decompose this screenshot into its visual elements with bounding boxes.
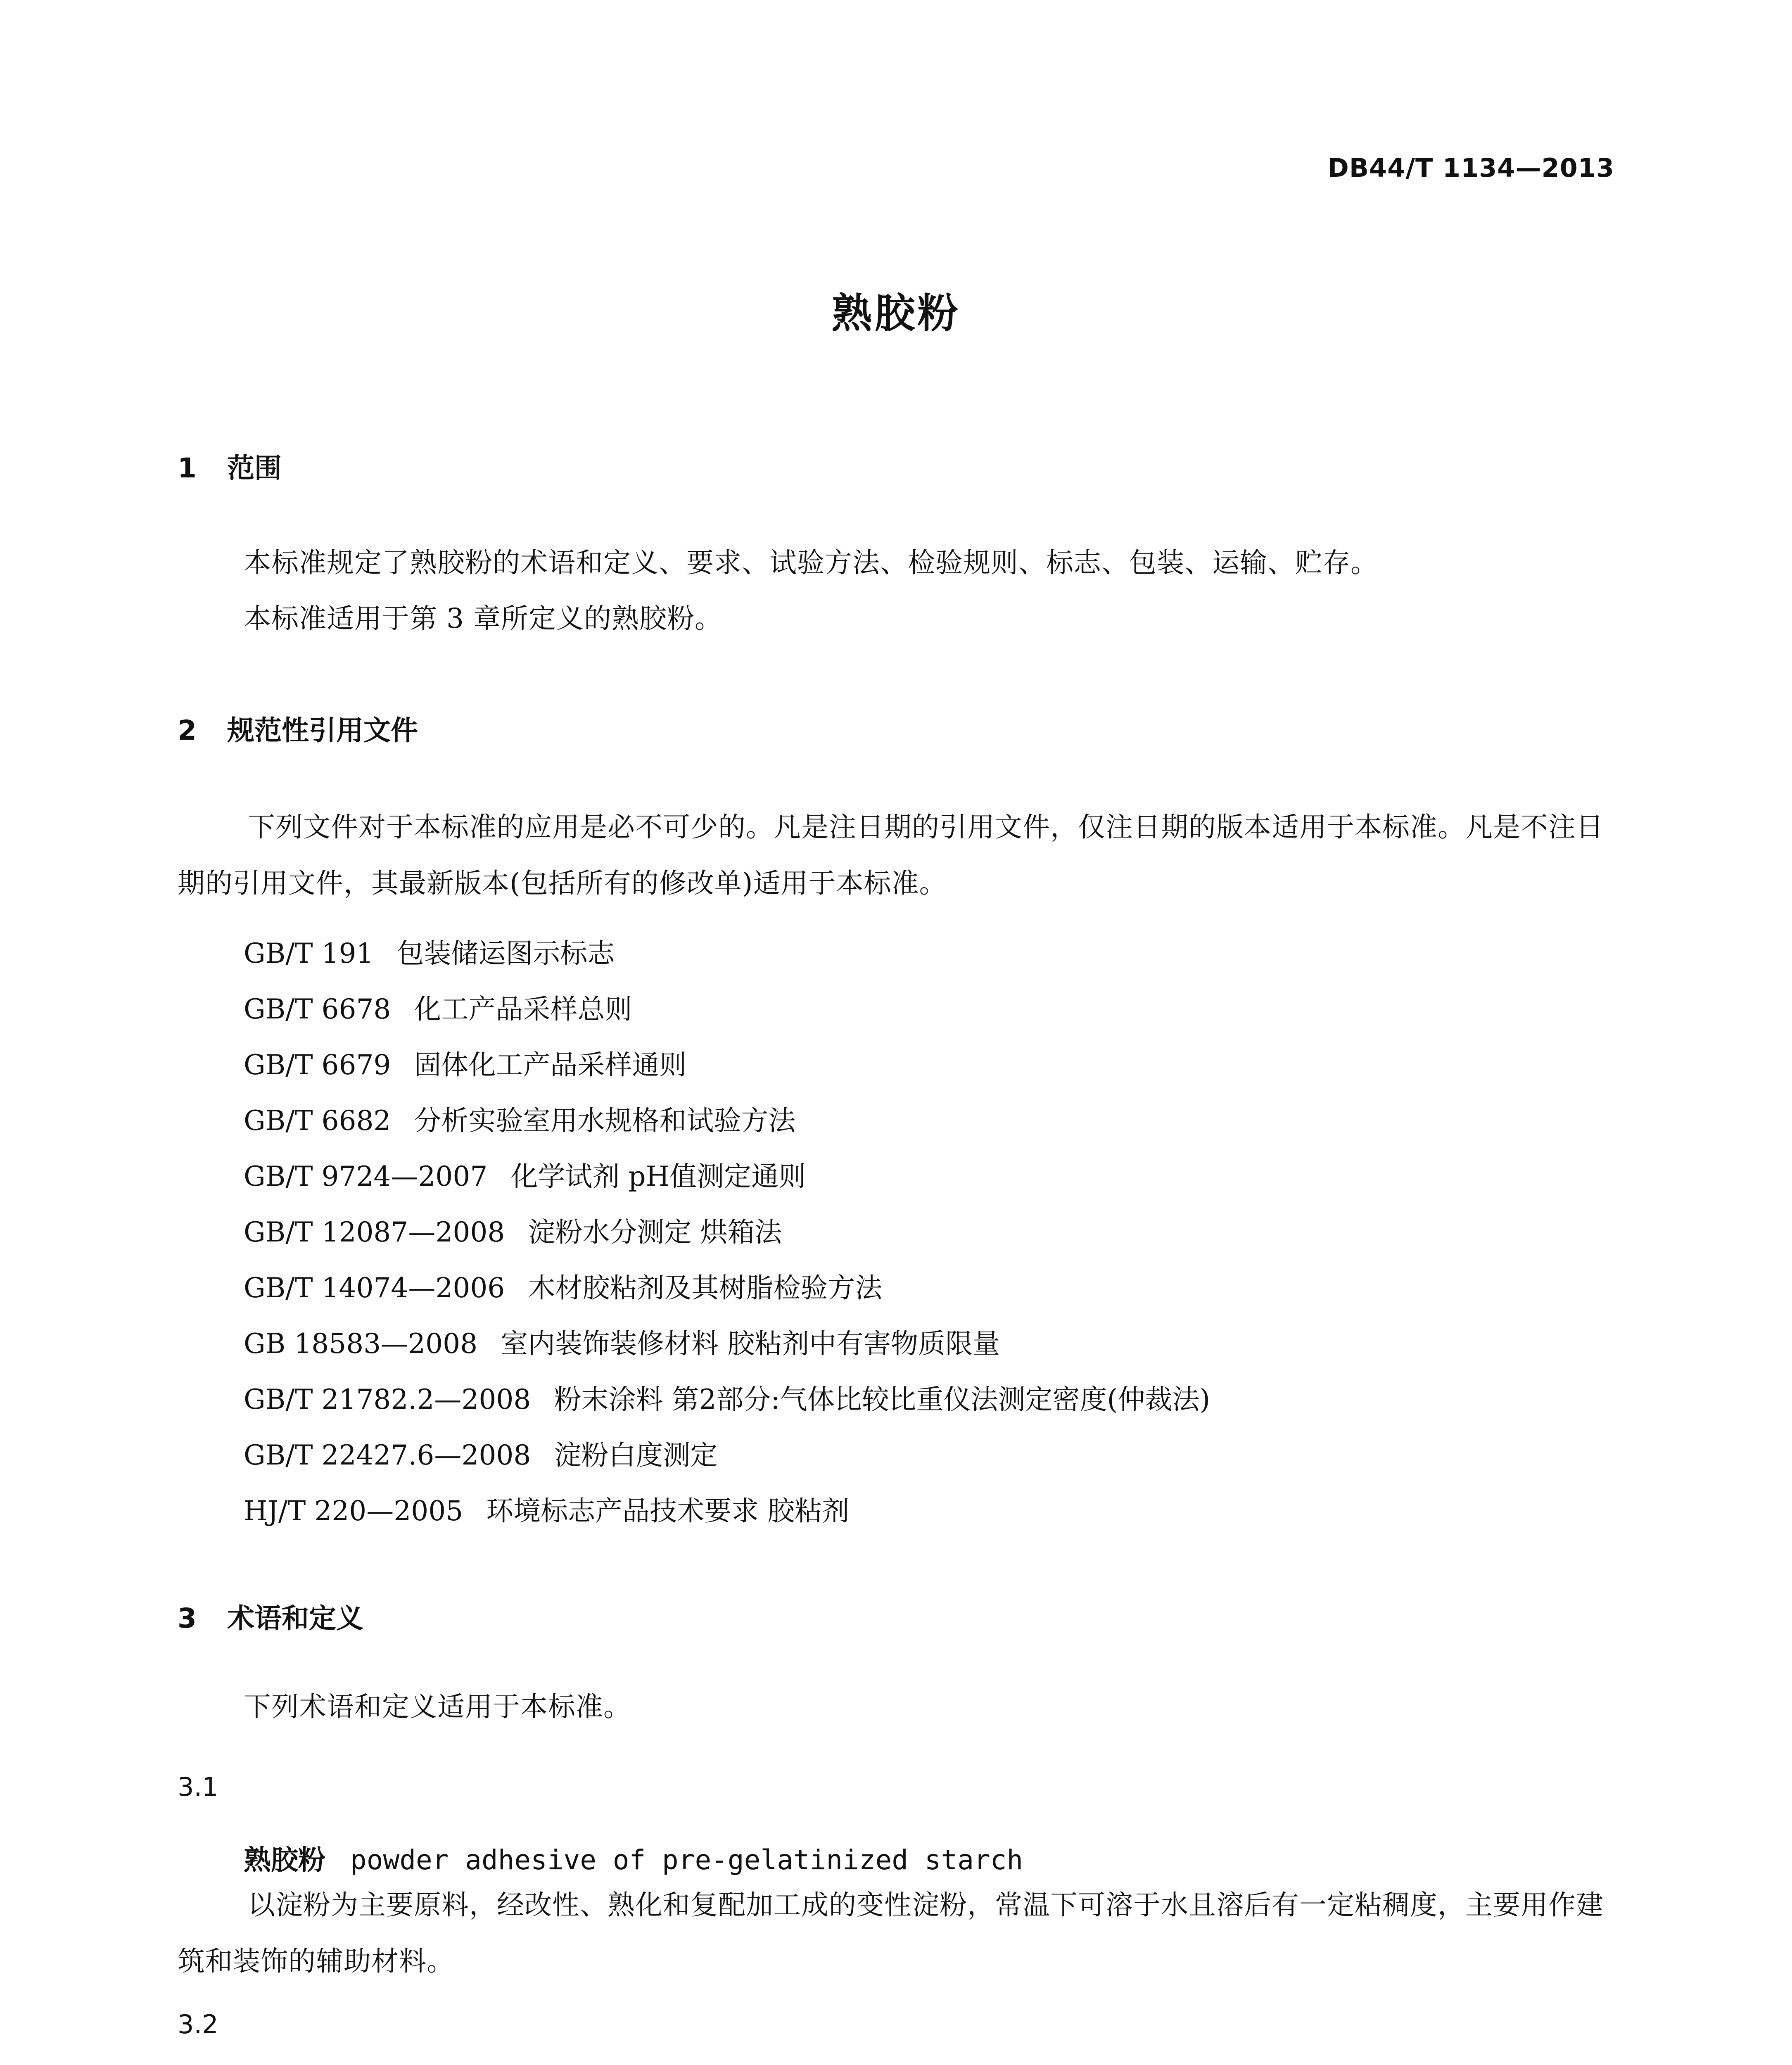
- section-2-heading: [178, 708, 418, 748]
- clause-number: 3.1: [178, 1772, 218, 1802]
- reference-title: 淀粉水分测定 烘箱法: [528, 1216, 782, 1248]
- section-number: 3: [178, 1602, 197, 1634]
- reference-code: HJ/T 220—2005: [244, 1495, 463, 1527]
- reference-code: GB/T 22427.6—2008: [244, 1439, 531, 1471]
- clause-number: 3.2: [178, 2009, 218, 2039]
- reference-item: [244, 987, 632, 1026]
- reference-code: GB/T 12087—2008: [244, 1216, 505, 1248]
- reference-title: 分析实验室用水规格和试验方法: [414, 1105, 796, 1137]
- section-number: 1: [178, 452, 197, 484]
- section-title: 术语和定义: [227, 1602, 363, 1634]
- reference-title: 化工产品采样总则: [414, 993, 632, 1025]
- term-english: powder adhesive of pre-gelatinized starch: [350, 1844, 1023, 1876]
- reference-code: GB/T 21782.2—2008: [244, 1384, 531, 1415]
- section-3-heading: [178, 1596, 363, 1635]
- section-1-paragraph-2: 本标准适用于第 3 章所定义的熟胶粉。: [244, 603, 722, 634]
- reference-title: 淀粉白度测定: [554, 1439, 718, 1471]
- reference-code: GB/T 14074—2006: [244, 1272, 505, 1304]
- reference-item: [244, 1433, 717, 1472]
- section-3-intro: 下列术语和定义适用于本标准。: [244, 1691, 631, 1723]
- reference-title: 化学试剂 pH值测定通则: [510, 1161, 806, 1192]
- reference-code: GB/T 9724—2007: [244, 1161, 488, 1192]
- reference-title: 包装储运图示标志: [396, 938, 615, 969]
- reference-item: [244, 1099, 795, 1138]
- document-title: 熟胶粉: [831, 290, 961, 337]
- term-definition: 以淀粉为主要原料，经改性、熟化和复配加工成的变性淀粉，常温下可溶于水且溶后有一定粘稠度，主要用作建筑和装饰的辅助材料。: [178, 1889, 1604, 1977]
- reference-code: GB/T 191: [244, 938, 374, 969]
- reference-item: [244, 931, 615, 971]
- term-chinese: 熟胶粉: [244, 1844, 325, 1876]
- reference-title: 环境标志产品技术要求 胶粘剂: [486, 1495, 850, 1527]
- section-1-heading: [178, 446, 282, 485]
- section-2-intro: 下列文件对于本标准的应用是必不可少的。凡是注日期的引用文件，仅注日期的版本适用于本标准。凡是不注日期的引用文件，其最新版本(包括所有的修改单)适用于本标准。: [178, 811, 1604, 899]
- section-title: 规范性引用文件: [227, 714, 418, 746]
- reference-code: GB/T 6679: [244, 1049, 391, 1081]
- reference-item: [244, 1154, 806, 1194]
- reference-code: GB 18583—2008: [244, 1328, 478, 1360]
- reference-item: [244, 1322, 1000, 1361]
- term-heading: [244, 1838, 1023, 1877]
- document-code: DB44/T 1134—2013: [1327, 153, 1614, 183]
- reference-title: 粉末涂料 第2部分:气体比较比重仪法测定密度(仲裁法): [554, 1384, 1210, 1415]
- reference-title: 木材胶粘剂及其树脂检验方法: [528, 1272, 883, 1304]
- section-1-paragraph-1: 本标准规定了熟胶粉的术语和定义、要求、试验方法、检验规则、标志、包装、运输、贮存。: [244, 547, 1378, 579]
- reference-title: 固体化工产品采样通则: [414, 1049, 687, 1081]
- section-title: 范围: [227, 452, 282, 484]
- reference-item: [244, 1377, 1210, 1417]
- reference-title: 室内装饰装修材料 胶粘剂中有害物质限量: [501, 1328, 1000, 1360]
- reference-item: [244, 1043, 686, 1082]
- reference-item: [244, 1210, 782, 1249]
- reference-code: GB/T 6682: [244, 1105, 391, 1137]
- reference-code: GB/T 6678: [244, 993, 391, 1025]
- section-number: 2: [178, 714, 197, 746]
- reference-item: [244, 1266, 882, 1305]
- reference-item: [244, 1489, 849, 1528]
